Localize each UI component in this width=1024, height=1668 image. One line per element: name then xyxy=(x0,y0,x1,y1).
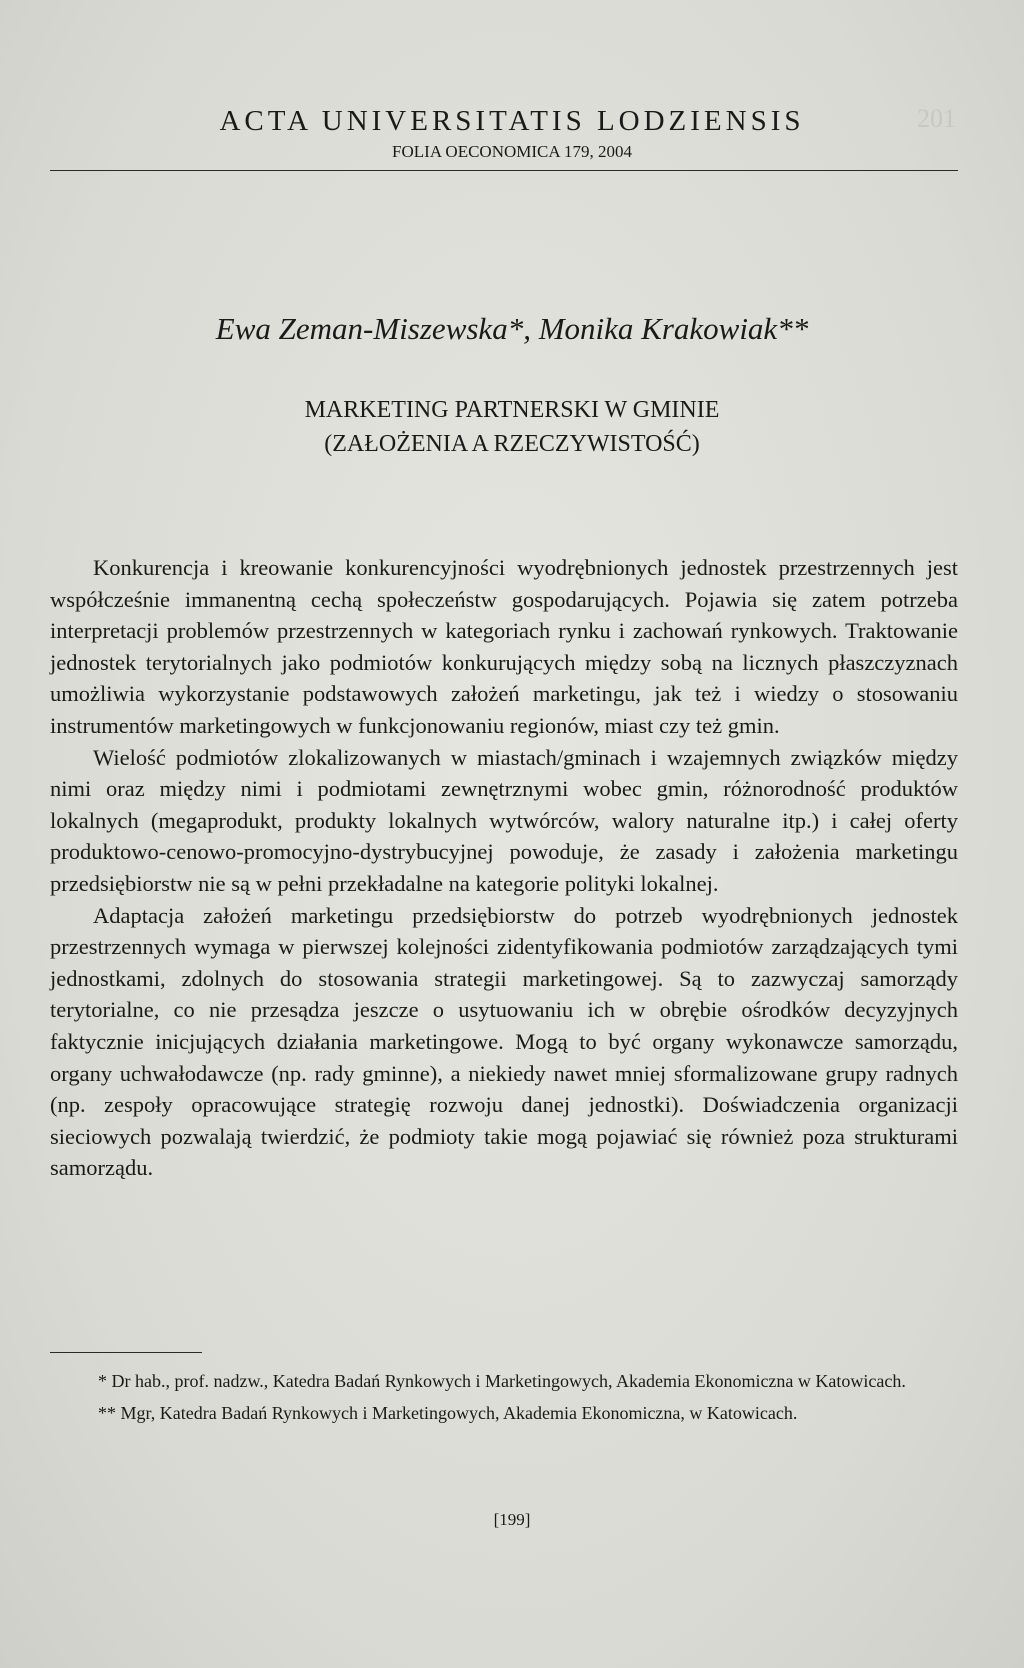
body-paragraph: Wielość podmiotów zlokalizowanych w miastach/gminach i wzajemnych związków między nimi oraz między nimi i podmiotami zewnętrznymi wobec gmin, różnorodność produktów lokalnych (megaprodukt, produkty lokalnych wytwórców, walory naturalne itp.) i całej oferty produktowo-cenowo-promocyjno-dystrybucyjnej powoduje, że zasady i założenia marketingu przedsiębiorstw nie są w pełni przekładalne na kategorie polityki lokalnej. xyxy=(50,744,958,896)
bleed-through-page-number: 201 xyxy=(917,104,956,133)
footnote-rule xyxy=(50,1352,202,1353)
article-authors: Ewa Zeman-Miszewska*, Monika Krakowiak** xyxy=(215,311,809,346)
article-title xyxy=(0,393,1024,461)
article-title-line-2: (ZAŁOŻENIA A RZECZYWISTOŚĆ) xyxy=(324,431,700,457)
page-number: [199] xyxy=(493,1510,531,1529)
footnote: ** Mgr, Katedra Badań Rynkowych i Marketingowych, Akademia Ekonomiczna, w Katowicach. xyxy=(98,1403,798,1423)
body-paragraph: Konkurencja i kreowanie konkurencyjności wyodrębnionych jednostek przestrzennych jest współcześnie immanentną cechą społeczeństw gospodarujących. Pojawia się zatem potrzeba interpretacji problemów przestrzennych w kategoriach rynku i zachowań rynkowych. Traktowanie jednostek terytorialnych jako podmiotów konkurujących między sobą na licznych płaszczyznach umożliwia wykorzystanie podstawowych założeń marketingu, jak też i wiedzy o stosowaniu instrumentów marketingowych w funkcjonowaniu regionów, miast czy też gmin. xyxy=(50,555,958,738)
journal-series: FOLIA OECONOMICA 179, 2004 xyxy=(392,142,632,161)
header-rule xyxy=(50,170,958,171)
footnotes xyxy=(50,1368,958,1432)
article-body xyxy=(50,552,958,1184)
article-title-line-1: MARKETING PARTNERSKI W GMINIE xyxy=(304,397,720,423)
journal-header xyxy=(0,104,1024,163)
footnote: * Dr hab., prof. nadzw., Katedra Badań Rynkowych i Marketingowych, Akademia Ekonomiczna w Katowicach. xyxy=(98,1371,906,1391)
journal-name: ACTA UNIVERSITATIS LODZIENSIS xyxy=(219,105,805,137)
body-paragraph: Adaptacja założeń marketingu przedsiębiorstw do potrzeb wyodrębnionych jednostek przestrzennych wymaga w pierwszej kolejności zidentyfikowania podmiotów zarządzających tymi jednostkami, zdolnych do stosowania strategii marketingowej. Są to zazwyczaj samorządy terytorialne, co nie przesądza jeszcze o usytuowaniu ich w obrębie ośrodków decyzyjnych faktycznie inicjujących działania marketingowe. Mogą to być organy wykonawcze samorządu, organy uchwałodawcze (np. rady gminne), a niekiedy nawet mniej sformalizowane grupy radnych (np. zespoły opracowujące strategię rozwoju danej jednostki). Doświadczenia organizacji sieciowych pozwalają twierdzić, że podmioty takie mogą pojawiać się również poza strukturami samorządu. xyxy=(50,902,958,1181)
